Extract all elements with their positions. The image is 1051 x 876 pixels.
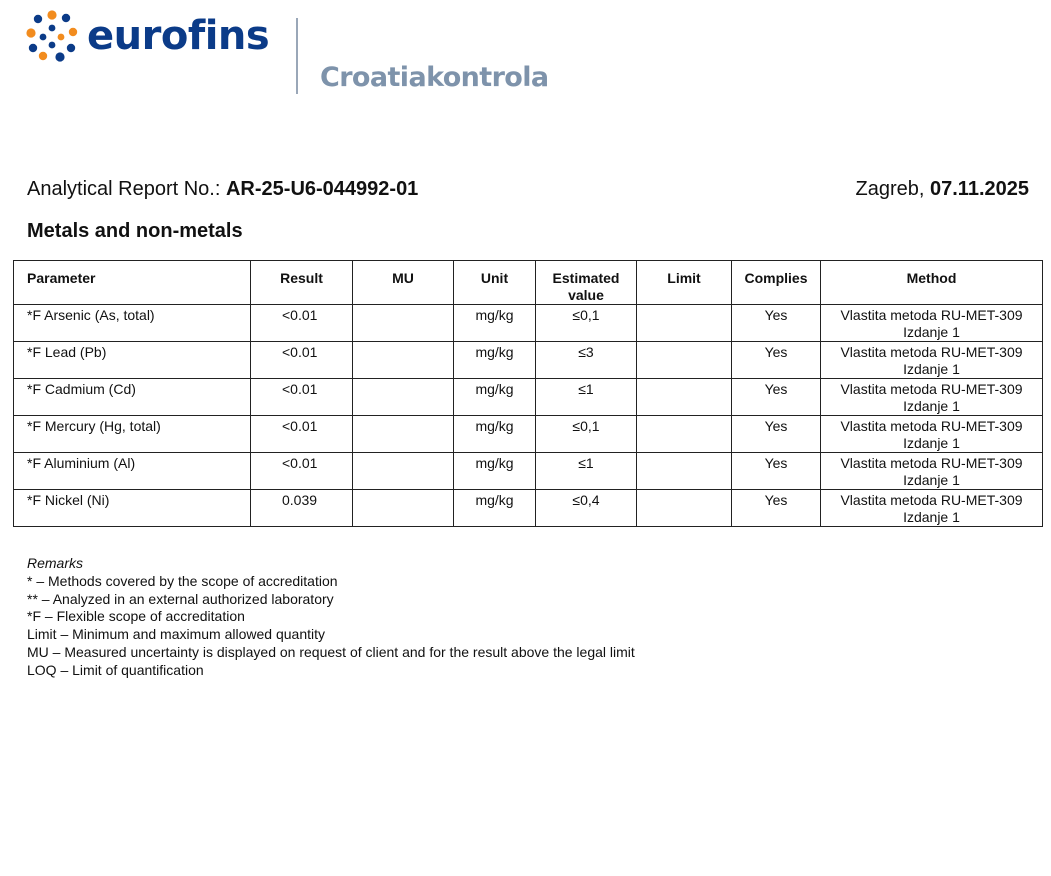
cell-mu [353,453,454,490]
cell-result: <0.01 [251,305,353,342]
cell-mu [353,379,454,416]
report-number-label: Analytical Report No.: [27,178,226,200]
cell-limit [637,305,732,342]
brand-name: eurofins [87,13,270,59]
header-method: Method [821,261,1043,305]
method-edition: Izdanje 1 [903,472,960,488]
header-mu: MU [353,261,454,305]
cell-parameter: *F Cadmium (Cd) [14,379,251,416]
header-parameter: Parameter [14,261,251,305]
remark-line: ** – Analyzed in an external authorized laboratory [27,590,334,607]
header-estimated-line1: Estimated [552,270,620,286]
cell-unit: mg/kg [454,342,536,379]
remarks-section [27,555,635,680]
cell-result: <0.01 [251,453,353,490]
cell-complies: Yes [732,416,821,453]
method-name: Vlastita metoda RU-MET-309 [840,307,1023,323]
cell-complies: Yes [732,490,821,527]
cell-method [821,416,1043,453]
table-row [14,342,1043,379]
cell-limit [637,453,732,490]
cell-parameter: *F Lead (Pb) [14,342,251,379]
results-table [13,260,1043,527]
header-limit: Limit [637,261,732,305]
cell-unit: mg/kg [454,416,536,453]
cell-method [821,379,1043,416]
cell-method [821,305,1043,342]
cell-parameter: *F Aluminium (Al) [14,453,251,490]
remarks-title: Remarks [27,555,84,571]
remark-line: *F – Flexible scope of accreditation [27,608,245,625]
cell-result: <0.01 [251,342,353,379]
table-row [14,490,1043,527]
cell-estimated-value: ≤3 [536,342,637,379]
method-edition: Izdanje 1 [903,398,960,414]
header-estimated-line2: value [568,287,604,303]
table-header-row [14,261,1043,305]
cell-result: <0.01 [251,379,353,416]
cell-mu [353,305,454,342]
cell-mu [353,490,454,527]
table-row [14,453,1043,490]
section-title: Metals and non-metals [27,220,243,242]
cell-complies: Yes [732,305,821,342]
table-row [14,416,1043,453]
sub-brand-name: Croatiakontrola [320,62,549,93]
cell-result: <0.01 [251,416,353,453]
table-row [14,305,1043,342]
method-name: Vlastita metoda RU-MET-309 [840,381,1023,397]
cell-parameter: *F Nickel (Ni) [14,490,251,527]
report-date: 07.11.2025 [930,178,1029,200]
cell-limit [637,342,732,379]
company-logo [26,8,549,100]
method-name: Vlastita metoda RU-MET-309 [840,418,1023,434]
method-edition: Izdanje 1 [903,324,960,340]
header-estimated-value [536,261,637,305]
report-title [27,176,418,202]
cell-unit: mg/kg [454,490,536,527]
cell-estimated-value: ≤0,4 [536,490,637,527]
cell-result: 0.039 [251,490,353,527]
header-unit: Unit [454,261,536,305]
cell-parameter: *F Mercury (Hg, total) [14,416,251,453]
cell-estimated-value: ≤1 [536,379,637,416]
method-name: Vlastita metoda RU-MET-309 [840,344,1023,360]
report-city: Zagreb, [855,178,930,200]
method-edition: Izdanje 1 [903,435,960,451]
report-place-date [856,176,1029,202]
method-edition: Izdanje 1 [903,509,960,525]
remark-line: Limit – Minimum and maximum allowed quantity [27,626,325,643]
header-result: Result [251,261,353,305]
method-name: Vlastita metoda RU-MET-309 [840,492,1023,508]
cell-unit: mg/kg [454,305,536,342]
cell-limit [637,416,732,453]
cell-method [821,342,1043,379]
logo-divider [296,18,298,94]
method-name: Vlastita metoda RU-MET-309 [840,455,1023,471]
remark-line: MU – Measured uncertainty is displayed on request of client and for the result above the legal limit [27,643,635,660]
method-edition: Izdanje 1 [903,361,960,377]
cell-mu [353,416,454,453]
report-number: AR-25-U6-044992-01 [225,178,419,200]
cell-estimated-value: ≤0,1 [536,416,637,453]
cell-limit [637,490,732,527]
cell-method [821,453,1043,490]
cell-parameter: *F Arsenic (As, total) [14,305,251,342]
cell-complies: Yes [732,453,821,490]
header-complies: Complies [732,261,821,305]
table-row [14,379,1043,416]
remark-line: LOQ – Limit of quantification [27,661,204,678]
cell-unit: mg/kg [454,379,536,416]
cell-mu [353,342,454,379]
eurofins-dots-icon [26,10,78,62]
cell-estimated-value: ≤1 [536,453,637,490]
cell-method [821,490,1043,527]
cell-complies: Yes [732,342,821,379]
cell-estimated-value: ≤0,1 [536,305,637,342]
cell-complies: Yes [732,379,821,416]
remark-line: * – Methods covered by the scope of accreditation [27,572,338,589]
cell-limit [637,379,732,416]
cell-unit: mg/kg [454,453,536,490]
